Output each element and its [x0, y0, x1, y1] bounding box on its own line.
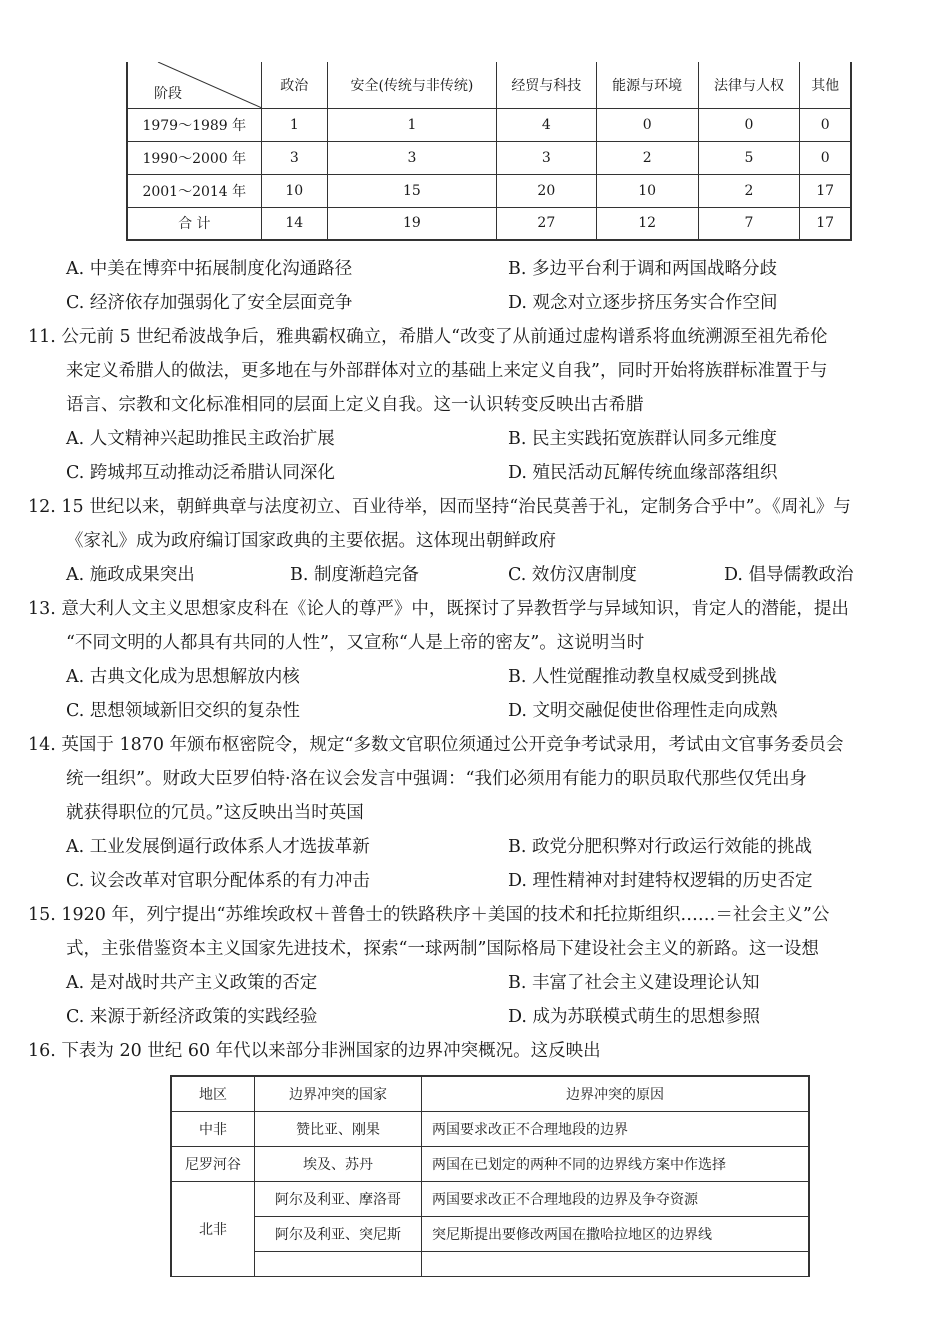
region-cell: 尼罗河谷	[171, 1147, 255, 1182]
q15-option-b: B. 丰富了社会主义建设理论认知	[508, 973, 760, 993]
value-cell: 2	[596, 141, 698, 174]
countries-cell: 赞比亚、刚果	[255, 1112, 422, 1147]
cause-cell: 两国要求改正不合理地段的边界	[422, 1112, 810, 1147]
q14-option-a: A. 工业发展倒逼行政体系人才选拔革新	[66, 837, 370, 857]
column-header: 边界冲突的原因	[422, 1076, 810, 1112]
region-cell: 中非	[171, 1112, 255, 1147]
q12-option-d: D. 倡导儒教政治	[724, 565, 854, 585]
countries-cell: 阿尔及利亚、摩洛哥	[255, 1182, 422, 1217]
q11-option-b: B. 民主实践拓宽族群认同多元维度	[508, 429, 777, 449]
q11-stem-line: 语言、宗教和文化标准相同的层面上定义自我。这一认识转变反映出古希腊	[66, 395, 644, 415]
column-header: 法律与人权	[698, 62, 800, 108]
value-cell: 0	[698, 108, 800, 141]
cause-cell: 两国在已划定的两种不同的边界线方案中作选择	[422, 1147, 810, 1182]
q12-stem-line: 12. 15 世纪以来，朝鲜典章与法度初立、百业待举，因而坚持“治民莫善于礼，定制务合乎中”。《周礼》与	[28, 497, 851, 517]
q13-option-b: B. 人性觉醒推动教皇权威受到挑战	[508, 667, 777, 687]
q11-stem-line: 11. 公元前 5 世纪希波战争后，雅典霸权确立，希腊人“改变了从前通过虚构谱系将血统溯源至祖先希伦	[28, 327, 828, 347]
value-cell: 0	[800, 108, 851, 141]
empty-cell	[255, 1252, 422, 1277]
table-row	[171, 1147, 809, 1182]
q10-option-c: C. 经济依存加强弱化了安全层面竞争	[66, 293, 353, 313]
value-cell: 10	[596, 174, 698, 207]
q12-option-b: B. 制度渐趋完备	[290, 565, 419, 585]
q14-stem-line: 14. 英国于 1870 年颁布枢密院令，规定“多数文官职位须通过公开竞争考试录用，考试由文官事务委员会	[28, 735, 844, 755]
stage-cell: 1990～2000 年	[127, 141, 261, 174]
q12-stem-line: 《家礼》成为政府编订国家政典的主要依据。这体现出朝鲜政府	[66, 531, 556, 551]
value-cell: 3	[261, 141, 327, 174]
value-cell: 5	[698, 141, 800, 174]
q15-option-c: C. 来源于新经济政策的实践经验	[66, 1007, 318, 1027]
q13-option-d: D. 文明交融促使世俗理性走向成熟	[508, 701, 778, 721]
diagonal-header-cell	[127, 62, 261, 108]
value-cell: 1	[261, 108, 327, 141]
countries-cell: 埃及、苏丹	[255, 1147, 422, 1182]
value-cell: 15	[327, 174, 496, 207]
stage-cell: 1979～1989 年	[127, 108, 261, 141]
value-cell: 12	[596, 207, 698, 240]
column-header: 能源与环境	[596, 62, 698, 108]
q12-option-a: A. 施政成果突出	[66, 565, 195, 585]
stage-cell: 合 计	[127, 207, 261, 240]
stage-cell: 2001～2014 年	[127, 174, 261, 207]
cause-cell: 两国要求改正不合理地段的边界及争夺资源	[422, 1182, 810, 1217]
value-cell: 2	[698, 174, 800, 207]
q14-option-b: B. 政党分肥积弊对行政运行效能的挑战	[508, 837, 812, 857]
value-cell: 7	[698, 207, 800, 240]
q14-option-c: C. 议会改革对官职分配体系的有力冲击	[66, 871, 370, 891]
table-header-row	[127, 62, 851, 108]
table-header-row	[171, 1076, 809, 1112]
q10-option-a: A. 中美在博弈中拓展制度化沟通路径	[66, 259, 353, 279]
q12-option-c: C. 效仿汉唐制度	[508, 565, 637, 585]
value-cell: 14	[261, 207, 327, 240]
q11-option-d: D. 殖民活动瓦解传统血缘部落组织	[508, 463, 778, 483]
column-header: 政治	[261, 62, 327, 108]
value-cell: 1	[327, 108, 496, 141]
table-row	[171, 1217, 809, 1252]
empty-cell	[422, 1252, 810, 1277]
stage-statistics-table	[126, 62, 852, 241]
table-row	[127, 141, 851, 174]
stage-label: 阶段	[154, 85, 182, 102]
q14-stem-line: 就获得职位的冗员。”这反映出当时英国	[66, 803, 364, 823]
q14-option-d: D. 理性精神对封建特权逻辑的历史否定	[508, 871, 813, 891]
column-header: 经贸与科技	[496, 62, 596, 108]
value-cell: 19	[327, 207, 496, 240]
q10-option-d: D. 观念对立逐步挤压务实合作空间	[508, 293, 778, 313]
value-cell: 4	[496, 108, 596, 141]
table-row	[171, 1112, 809, 1147]
table-row-total	[127, 207, 851, 240]
table-row	[127, 174, 851, 207]
q15-option-a: A. 是对战时共产主义政策的否定	[66, 973, 318, 993]
q13-option-a: A. 古典文化成为思想解放内核	[66, 667, 300, 687]
value-cell: 17	[800, 174, 851, 207]
column-header: 地区	[171, 1076, 255, 1112]
diagonal-line	[128, 62, 262, 108]
q11-option-c: C. 跨城邦互动推动泛希腊认同深化	[66, 463, 335, 483]
value-cell: 10	[261, 174, 327, 207]
value-cell: 20	[496, 174, 596, 207]
value-cell: 3	[327, 141, 496, 174]
column-header: 边界冲突的国家	[255, 1076, 422, 1112]
table-row	[127, 108, 851, 141]
q13-stem-line: “不同文明的人都具有共同的人性”，又宣称“人是上帝的密友”。这说明当时	[66, 633, 645, 653]
q11-option-a: A. 人文精神兴起助推民主政治扩展	[66, 429, 335, 449]
q13-option-c: C. 思想领域新旧交织的复杂性	[66, 701, 300, 721]
q15-stem-line: 15. 1920 年，列宁提出“苏维埃政权＋普鲁士的铁路秩序＋美国的技术和托拉斯组织……＝社会主义”公	[28, 905, 830, 925]
column-header: 安全(传统与非传统)	[327, 62, 496, 108]
q11-stem-line: 来定义希腊人的做法，更多地在与外部群体对立的基础上来定义自我”，同时开始将族群标准置于与	[66, 361, 828, 381]
q13-stem-line: 13. 意大利人文主义思想家皮科在《论人的尊严》中，既探讨了异教哲学与异域知识，肯定人的潜能，提出	[28, 599, 849, 619]
q14-stem-line: 统一组织”。财政大臣罗伯特·洛在议会发言中强调：“我们必须用有能力的职员取代那些仅凭出身	[66, 769, 807, 789]
value-cell: 17	[800, 207, 851, 240]
cause-cell: 突尼斯提出要修改两国在撒哈拉地区的边界线	[422, 1217, 810, 1252]
q15-option-d: D. 成为苏联模式萌生的思想参照	[508, 1007, 761, 1027]
border-conflict-table	[170, 1075, 810, 1277]
countries-cell: 阿尔及利亚、突尼斯	[255, 1217, 422, 1252]
q15-stem-line: 式，主张借鉴资本主义国家先进技术，探索“一球两制”国际格局下建设社会主义的新路。这一设想	[66, 939, 819, 959]
q10-option-b: B. 多边平台利于调和两国战略分歧	[508, 259, 777, 279]
value-cell: 3	[496, 141, 596, 174]
value-cell: 0	[596, 108, 698, 141]
region-cell: 北非	[171, 1182, 255, 1277]
table-row	[171, 1182, 809, 1217]
table-row-empty	[171, 1252, 809, 1277]
value-cell: 27	[496, 207, 596, 240]
column-header: 其他	[800, 62, 851, 108]
q16-stem-line: 16. 下表为 20 世纪 60 年代以来部分非洲国家的边界冲突概况。这反映出	[28, 1041, 601, 1061]
value-cell: 0	[800, 141, 851, 174]
